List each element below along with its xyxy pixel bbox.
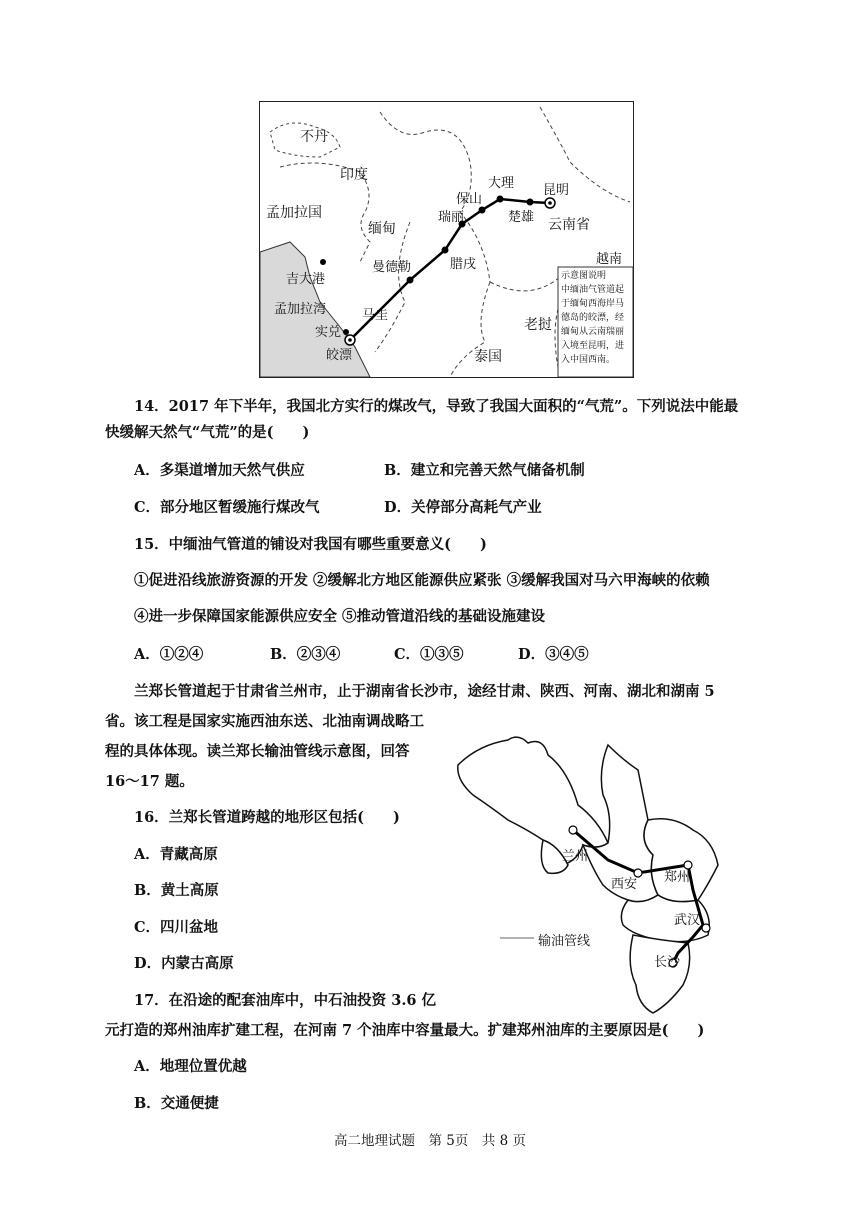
zhengzhou-label: 郑州 [664, 870, 691, 885]
map1-legend-line: 缅甸从云南瑞丽 [561, 327, 625, 337]
q16-option-d[interactable]: D．内蒙古高原 [134, 955, 234, 972]
q14-option-a[interactable]: A．多渠道增加天然气供应 [134, 462, 305, 479]
q14-option-c[interactable]: C．部分地区暂缓施行煤改气 [134, 499, 320, 516]
bhutan-label: 不丹 [300, 129, 328, 145]
map1-legend-line: 于缅甸西海岸马 [561, 299, 625, 309]
map1-legend-line: 中缅油气管道起 [561, 285, 625, 295]
page-footer: 高二地理试题 第 5页 共 8 页 [333, 1133, 527, 1149]
map1-legend-line: 入中国西南。 [561, 355, 616, 365]
sittwe-label: 实兑 [315, 325, 342, 340]
lanzhengchang-map-svg [448, 725, 738, 1017]
q15-stem: 15．中缅油气管道的铺设对我国有哪些重要意义( ) [134, 536, 487, 553]
q15-option-a[interactable]: A．①②④ [134, 646, 204, 663]
map1-legend-line: 入境至昆明，进 [561, 341, 625, 351]
kunming-label: 昆明 [543, 183, 570, 198]
q14-stem-line2: 快缓解天然气“气荒”的是( ) [105, 424, 310, 441]
q16-option-b[interactable]: B．黄土高原 [134, 882, 219, 899]
dali-label: 大理 [488, 176, 515, 191]
lashio-label: 腊戌 [450, 257, 477, 272]
ruili-label: 瑞丽 [438, 210, 465, 225]
myanmar-pipeline-map [259, 101, 634, 378]
q14-option-d[interactable]: D．关停部分高耗气产业 [384, 499, 542, 516]
q14-stem-line1: 14．2017 年下半年，我国北方实行的煤改气，导致了我国大面积的“气荒”。下列说法中能最 [134, 398, 739, 415]
chuxiong-label: 楚雄 [508, 210, 535, 225]
bangladesh-label: 孟加拉国 [266, 205, 322, 221]
map1-legend [561, 269, 631, 367]
q17-stem-line2: 元打造的郑州油库扩建工程，在河南 7 个油库中容量最大。扩建郑州油库的主要原因是( ) [105, 1022, 705, 1039]
passage-line4: 16～17 题。 [105, 773, 194, 790]
bay-of-bengal-label: 孟加拉湾 [274, 302, 327, 317]
wuhan-label: 武汉 [674, 913, 701, 928]
kyaukphyu-label: 皎漂 [326, 348, 353, 363]
passage-line2: 省。该工程是国家实施西油东送、北油南调战略工 [105, 713, 424, 730]
map1-legend-title: 示意图说明 [561, 271, 607, 281]
mandalay-dot [442, 247, 449, 254]
baoshan-label: 保山 [456, 192, 483, 207]
q16-option-a[interactable]: A．青藏高原 [134, 846, 218, 863]
q15-option-b[interactable]: B．②③④ [270, 646, 341, 663]
chittagong-dot [320, 259, 326, 265]
q15-option-c[interactable]: C．①③⑤ [394, 646, 464, 663]
wuhan-marker [702, 924, 710, 932]
vietnam-label: 越南 [596, 252, 623, 267]
magway-dot [407, 277, 414, 284]
baoshan-dot [479, 207, 486, 214]
map2-legend-label: 输油管线 [538, 934, 591, 949]
laos-label: 老挝 [524, 317, 552, 333]
passage-line1: 兰郑长管道起于甘肃省兰州市，止于湖南省长沙市，途经甘肃、陕西、河南、湖北和湖南 5 [134, 683, 715, 700]
xian-label: 西安 [611, 877, 638, 892]
lanzhengchang-pipeline-map [448, 725, 738, 1017]
india-label: 印度 [340, 167, 368, 183]
q17-option-a[interactable]: A．地理位置优越 [134, 1058, 247, 1075]
lanzhou-marker [569, 826, 577, 834]
q15-option-d[interactable]: D．③④⑤ [518, 646, 589, 663]
q16-option-c[interactable]: C．四川盆地 [134, 919, 219, 936]
thailand-label: 泰国 [474, 349, 502, 365]
lanzhou-label: 兰州 [562, 849, 589, 864]
passage-line3: 程的具体体现。读兰郑长输油管线示意图，回答 [105, 743, 410, 760]
changsha-label: 长沙 [654, 955, 681, 970]
sittwe-dot [343, 329, 349, 335]
mandalay-label: 曼德勒 [372, 260, 412, 275]
dali-dot [497, 196, 504, 203]
q17-stem-line1: 17．在沿途的配套油库中，中石油投资 3.6 亿 [134, 992, 436, 1009]
q14-option-b[interactable]: B．建立和完善天然气储备机制 [384, 462, 585, 479]
q15-items-line2: ④进一步保障国家能源供应安全 ⑤推动管道沿线的基础设施建设 [134, 608, 546, 625]
yunnan-label: 云南省 [548, 217, 590, 233]
myanmar-label: 缅甸 [368, 221, 396, 237]
chittagong-label: 吉大港 [286, 272, 326, 287]
magway-label: 马圭 [362, 308, 389, 323]
q15-items-line1: ①促进沿线旅游资源的开发 ②缓解北方地区能源供应紧张 ③缓解我国对马六甲海峡的依赖 [134, 572, 710, 589]
chuxiong-dot [527, 199, 534, 206]
map1-legend-line: 德岛的皎漂，经 [561, 313, 625, 323]
q16-stem: 16．兰郑长管道跨越的地形区包括( ) [134, 809, 400, 826]
q17-option-b[interactable]: B．交通便捷 [134, 1095, 219, 1112]
